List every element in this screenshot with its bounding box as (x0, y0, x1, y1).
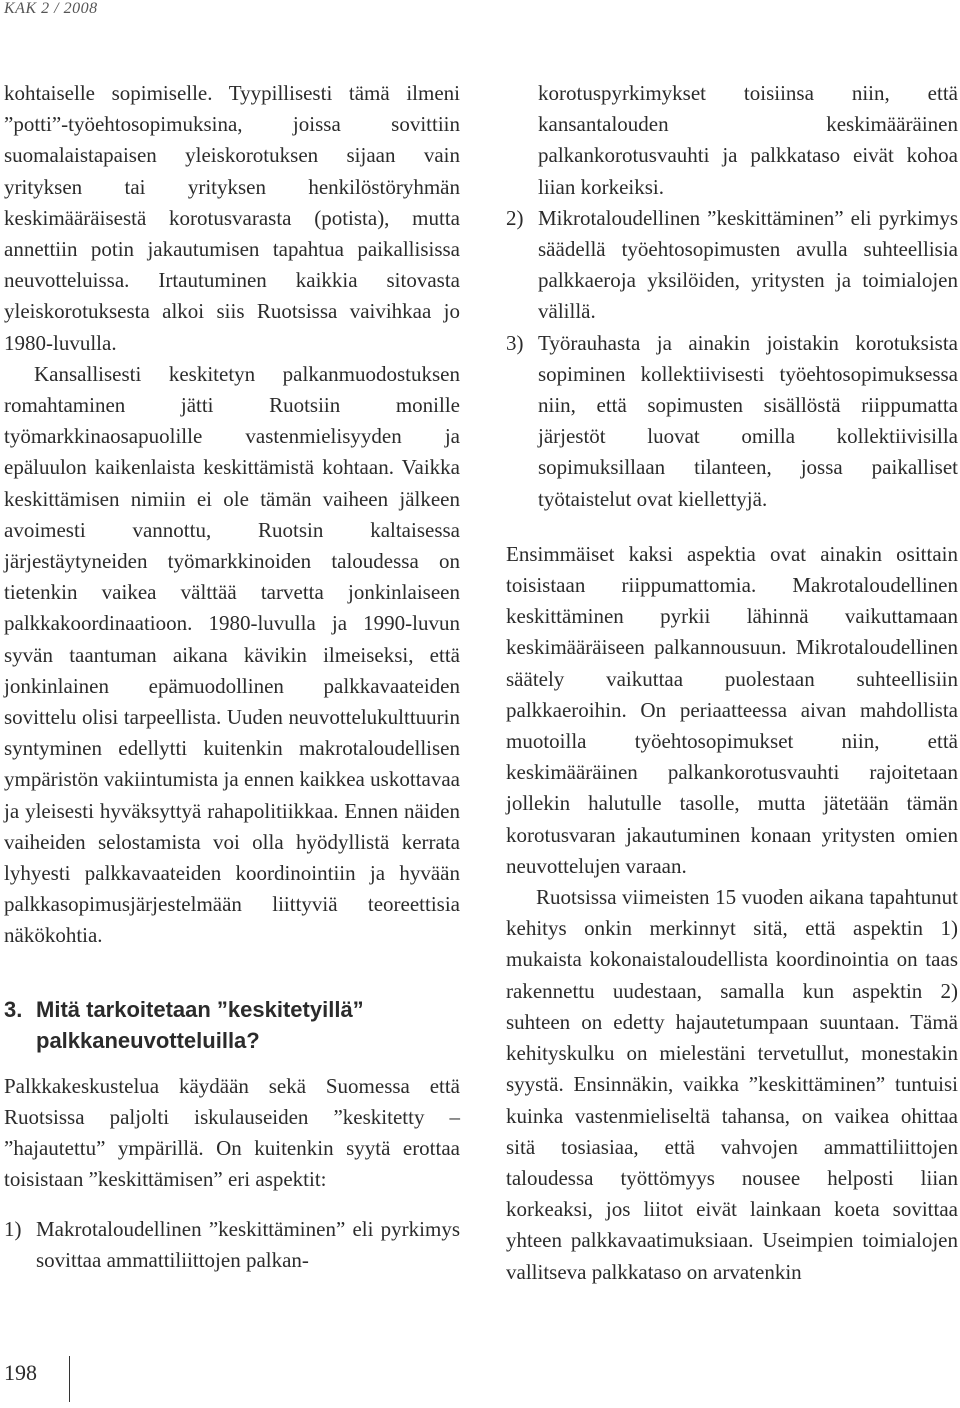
page-number: 198 (4, 1360, 37, 1385)
right-column (506, 78, 958, 1288)
list-item-text: korotuspyrkimykset toisiinsa niin, että kansantalouden keskimääräinen palkankorotusvauhti ja palkkataso eivät kohoa liian korkeiksi. (538, 81, 958, 199)
running-header: KAK 2 / 2008 (4, 0, 98, 17)
paragraph: Ensimmäiset kaksi aspektia ovat ainakin osittain toisistaan riippumattomia. Makrotaloudellinen keskittäminen pyrkii lähinnä vaikuttamaan keskimääräiseen palkannousuun. Mikrotaloudellinen säätely vaikuttaa puolestaan suhteellisiin palkkaeroihin. On periaatteessa aivan mahdollista muotoilla työehtosopimukset niin, että keskimääräinen palkankorotusvauhti rajoitetaan jollekin halutulle tasolle, mutta jätetään tämän korotusvaran jakautuminen konaan yritysten omien neuvottelujen varaan. (506, 541, 958, 878)
left-column (4, 78, 460, 1276)
list-item (506, 328, 958, 515)
section-title: Mitä tarkoitetaan ”keskitetyillä” palkkaneuvotteluilla? (36, 996, 364, 1053)
footer-divider (69, 1356, 70, 1402)
list-marker: 1) (4, 1216, 22, 1241)
section-number: 3. (4, 996, 23, 1022)
list-item (4, 1214, 460, 1276)
section-heading (4, 994, 460, 1056)
list-item (506, 203, 958, 328)
paragraph: Palkkakeskustelua käydään sekä Suomessa että Ruotsissa paljolti iskulauseiden ”keskitetty – ”hajautettu” ympärillä. On kuitenkin syytä erottaa toisistaan ”keskittämisen” eri aspektit: (4, 1073, 460, 1192)
paragraph: Kansallisesti keskitetyn palkanmuodostuksen romahtaminen jätti Ruotsiin monille työmarkkinaosapuolille vastenmielisyyden ja epäluulon kaikenlaista keskittämistä kohtaan. Vaikka keskittämisen nimiin ei ole tämän vaiheen jälkeen avoimesti vannottu, Ruotsin kaltaisessa järjestäytyneiden työmarkkinoiden taloudessa on tietenkin vaikea välttää tarvetta jonkinlaiseen palkkakoordinaatioon. 1980-luvulla ja 1990-luvun syvän taantuman aikana kävikin ilmeiseksi, että jonkinlainen epämuodollinen palkkavaateiden sovittelu olisi tarpeellista. Uuden neuvottelukulttuurin syntyminen edellytti kuitenkin makrotaloudellisen ympäristön vakiintumista ja ennen kaikkea uskottavaa ja yleisesti hyväksyttyä rahapolitiikkaa. Ennen näiden vaiheiden selostamista voi olla hyödyllistä kerrata lyhyesti palkkavaateiden koordinointiin ja hyvään palkkasopimusjärjestelmään liittyviä teoreettisia näkökohtia. (4, 361, 460, 948)
list-item-text: Makrotaloudellinen ”keskittäminen” eli pyrkimys sovittaa ammattiliittojen palkan- (36, 1216, 460, 1272)
paragraph: kohtaiselle sopimiselle. Tyypillisesti tämä ilmeni ”potti”-työehtosopimuksina, joissa sovittiin suomalaistapaisen yleiskorotuksen sijaan vain yrityksen tai yrityksen henkilöstöryhmän keskimääräisestä korotusvarasta (potista), mutta annettiin potin jakautumisen tapahtua paikallisissa neuvotteluissa. Irtautuminen kaikkia sitovasta yleiskorotuksesta alkoi siis Ruotsissa vaivihkaa jo 1980-luvulla. (4, 81, 460, 355)
list-marker: 2) (506, 205, 524, 230)
list-item-text: Työrauhasta ja ainakin joistakin korotuksista sopiminen kollektiivisesti työehtosopimuksessa niin, että sopimusten sisällöstä riippumatta järjestöt luovat omilla kollektiivisilla sopimuksillaan tilanteen, jossa paikalliset työtaistelut ovat kiellettyjä. (538, 330, 958, 511)
list-marker: 3) (506, 330, 524, 355)
list-item-text: Mikrotaloudellinen ”keskittäminen” eli pyrkimys säädellä työehtosopimusten avulla suhteellisia palkkaeroja yksilöiden, yritysten ja toimialojen välillä. (538, 205, 958, 324)
list-item-continuation (506, 78, 958, 203)
paragraph: Ruotsissa viimeisten 15 vuoden aikana tapahtunut kehitys onkin merkinnyt sitä, että aspektin 1) mukaista kokonaistaloudellista koordinointia on taas rakennettu uudestaan, samalla kun aspektin 2) suhteen on edetty hajautetumpaan suuntaan. Tämä kehityskulku on mielestäni tervetullut, monestakin syystä. Ensinnäkin, vaikka ”keskittäminen” tuntuisi kuinka vastenmieliseltä tahansa, on vaikea ohittaa sitä tosiasiaa, että vahvojen ammattiliittojen taloudessa työttömyys nousee helposti liian korkeaksi, jos liitot eivät lainkaan koeta sovittaa yhteen palkkavaatimuksiaan. Useimpien toimialojen vallitseva palkkataso on arvatenkin (506, 885, 958, 1284)
